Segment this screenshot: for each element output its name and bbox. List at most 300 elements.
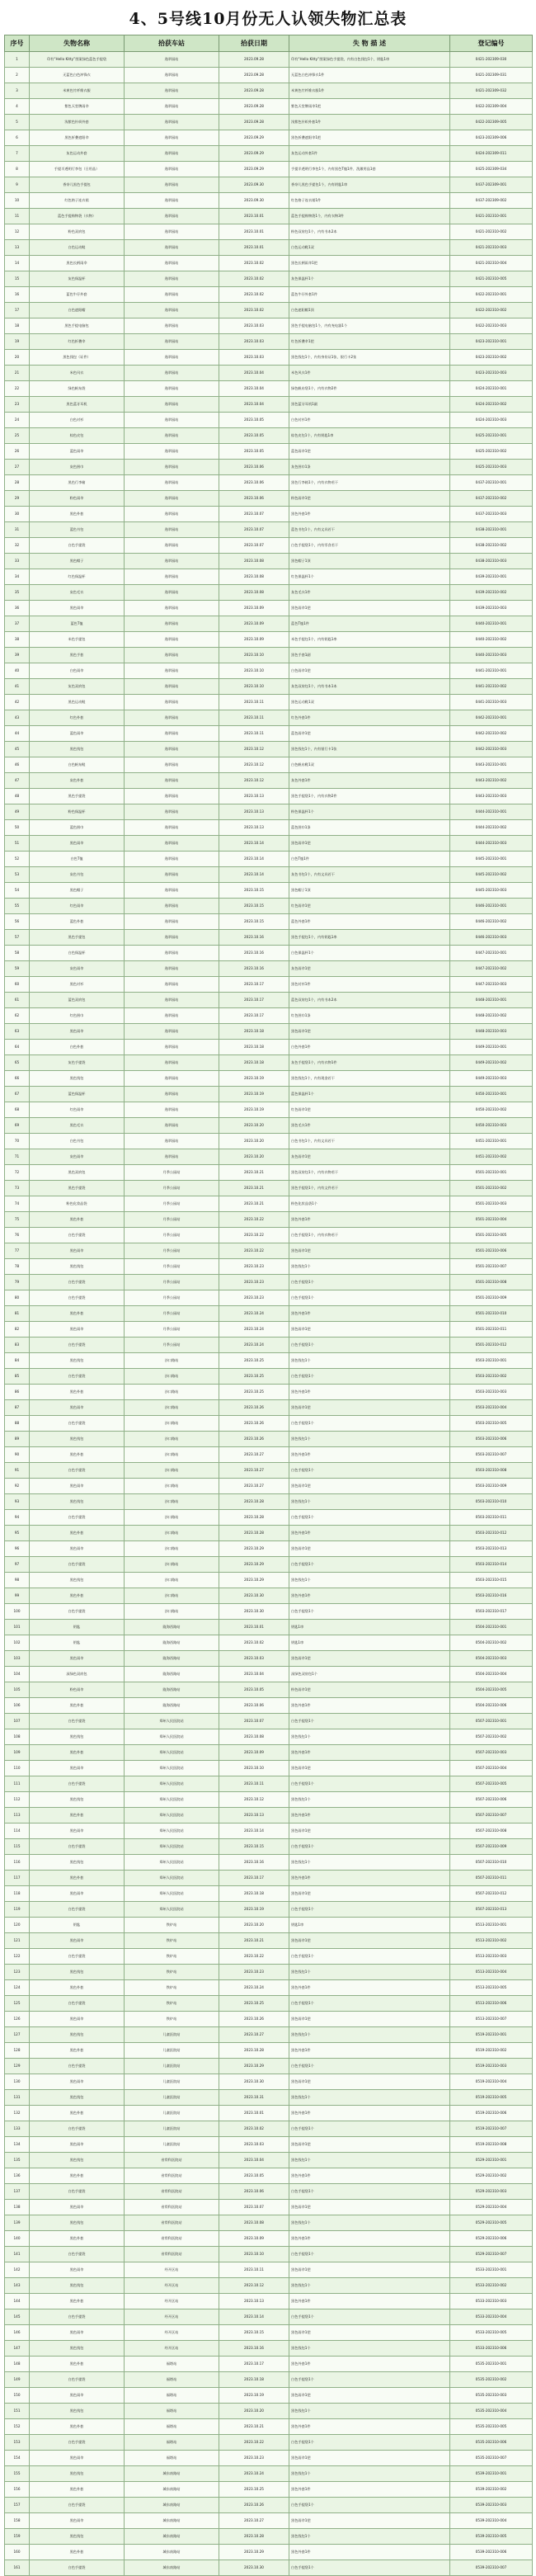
cell-index: 74 [5, 1196, 30, 1212]
cell-description: 黑色钱包1个 [289, 1573, 450, 1588]
cell-code: 0438-202310-003 [450, 554, 533, 569]
cell-index: 36 [5, 601, 30, 616]
cell-code: 0501-202310-005 [450, 1228, 533, 1243]
table-row [5, 2090, 533, 2106]
table-row [5, 2012, 533, 2027]
cell-date: 2023.10.12 [219, 742, 289, 757]
cell-code: 0421-202309-032 [450, 83, 533, 99]
cell-description: 蓝色手提购物袋1个，内有衣物3件 [289, 209, 450, 224]
table-row [5, 2168, 533, 2184]
cell-item-name: 黑色雨伞 [30, 2388, 125, 2404]
cell-item-name: 黑色雨伞 [30, 836, 125, 852]
cell-description: 黑色帽子1顶 [289, 554, 450, 569]
cell-station: 逸翠园站 [125, 852, 219, 867]
cell-date: 2023.10.24 [219, 2466, 289, 2482]
cell-index: 17 [5, 303, 30, 318]
cell-code: 0448-202310-002 [450, 1008, 533, 1024]
cell-code: 0503-202310-015 [450, 1573, 533, 1588]
cell-index: 61 [5, 993, 30, 1008]
cell-description: 黑色雨伞1把 [289, 2200, 450, 2215]
cell-code: 0507-202310-010 [450, 1855, 533, 1871]
table-row [5, 1306, 533, 1322]
cell-index: 124 [5, 1980, 30, 1996]
cell-date: 2023.10.27 [219, 1447, 289, 1463]
table-row [5, 2545, 533, 2560]
cell-station: 逸翠园站 [125, 413, 219, 428]
cell-code: 0503-202310-007 [450, 1447, 533, 1463]
cell-code: 0447-202310-003 [450, 977, 533, 993]
cell-code: 0503-202310-016 [450, 1588, 533, 1604]
cell-index: 92 [5, 1479, 30, 1494]
cell-item-name: 黑色外套 [30, 1745, 125, 1761]
table-row [5, 2341, 533, 2357]
cell-item-name: 黑色外套 [30, 2419, 125, 2435]
table-row [5, 1729, 533, 1745]
cell-item-name: 黑色外套 [30, 2043, 125, 2059]
cell-code: 0421-202310-001 [450, 209, 533, 224]
lost-items-table [4, 35, 533, 2576]
cell-date: 2023.10.29 [219, 1557, 289, 1573]
cell-station: 逸翠园站 [125, 601, 219, 616]
cell-index: 160 [5, 2545, 30, 2560]
table-row [5, 914, 533, 930]
table-row [5, 961, 533, 977]
cell-station: 逸翠园站 [125, 1149, 219, 1165]
cell-item-name: 白色衬衫 [30, 413, 125, 428]
cell-description: 蓝色T恤1件 [289, 616, 450, 632]
cell-station: 逸翠园站 [125, 710, 219, 726]
cell-description: 黑色雨伞1把 [289, 1651, 450, 1667]
cell-date: 2023.10.22 [219, 1228, 289, 1243]
table-row [5, 115, 533, 130]
cell-code: 0535-202310-002 [450, 2372, 533, 2388]
cell-date: 2023.10.12 [219, 773, 289, 789]
cell-station: 逸翠园站 [125, 177, 219, 193]
cell-date: 2023.10.11 [219, 1776, 289, 1792]
cell-station: 儿童医院站 [125, 2090, 219, 2106]
cell-code: 0501-202310-009 [450, 1290, 533, 1306]
cell-code: 0507-202310-001 [450, 1714, 533, 1729]
cell-item-name: 黑色雨伞 [30, 2513, 125, 2529]
cell-index: 144 [5, 2294, 30, 2309]
cell-item-name: 深绿色双肩包 [30, 1667, 125, 1682]
cell-description: 黑色衬衫1件 [289, 977, 450, 993]
table-row [5, 2325, 533, 2341]
cell-item-name: 白色手提袋 [30, 1290, 125, 1306]
cell-station: 城东南路站 [125, 2466, 219, 2482]
cell-station: 省骨科医院站 [125, 2153, 219, 2168]
table-row [5, 695, 533, 710]
cell-station: 逸翠园站 [125, 804, 219, 820]
cell-description: 黑色雨伞1把 [289, 2012, 450, 2027]
cell-description: 黑色折叠遮阳伞1把 [289, 130, 450, 146]
cell-code: 0447-202310-001 [450, 946, 533, 961]
cell-item-name: 红色围巾 [30, 1008, 125, 1024]
cell-item-name: 黑色外套 [30, 2231, 125, 2247]
cell-station: 月季公园站 [125, 1196, 219, 1212]
cell-description: 蓝色围巾1条 [289, 820, 450, 836]
cell-item-name: 黑色雨伞 [30, 2200, 125, 2215]
table-header [5, 35, 533, 52]
cell-date: 2023.10.25 [219, 1385, 289, 1400]
cell-date: 2023.09.29 [219, 130, 289, 146]
cell-station: 城东南路站 [125, 2560, 219, 2576]
cell-description: 黑色外套1件 [289, 2419, 450, 2435]
cell-code: 0444-202310-002 [450, 820, 533, 836]
cell-item-name: 灰色双肩包 [30, 679, 125, 695]
cell-item-name: 白色手提袋 [30, 1604, 125, 1620]
table-row [5, 616, 533, 632]
table-row [5, 1902, 533, 1918]
table-row [5, 68, 533, 83]
cell-description: 白色外套1件 [289, 1040, 450, 1055]
cell-station: 郑州人民医院站 [125, 1761, 219, 1776]
cell-date: 2023.10.27 [219, 1479, 289, 1494]
cell-description: 灰色双肩包1个，内有书本1本 [289, 679, 450, 695]
cell-index: 106 [5, 1698, 30, 1714]
cell-date: 2023.10.08 [219, 1729, 289, 1745]
cell-station: 城东南路站 [125, 2513, 219, 2529]
cell-code: 0425-202310-003 [450, 460, 533, 475]
cell-item-name: 灰色手提袋 [30, 1055, 125, 1071]
cell-item-name: 浅紫色针织外套 [30, 115, 125, 130]
cell-item-name: 黑色行李箱 [30, 475, 125, 491]
cell-date: 2023.10.23 [219, 1275, 289, 1290]
table-row [5, 1573, 533, 1588]
cell-index: 53 [5, 867, 30, 883]
cell-station: 月季公园站 [125, 1275, 219, 1290]
cell-station: 陇海西路站 [125, 1651, 219, 1667]
cell-date: 2023.10.30 [219, 1588, 289, 1604]
cell-description: 红色折叠伞1把 [289, 334, 450, 350]
cell-date: 2023.10.29 [219, 1573, 289, 1588]
table-row [5, 2294, 533, 2309]
cell-item-name: 紫色天堂牌雨伞 [30, 99, 125, 115]
cell-date: 2023.10.06 [219, 460, 289, 475]
cell-code: 0439-202310-003 [450, 601, 533, 616]
cell-item-name: 蓝色保温杯 [30, 1087, 125, 1102]
cell-index: 76 [5, 1228, 30, 1243]
cell-code: 0451-202310-001 [450, 1134, 533, 1149]
cell-index: 94 [5, 1510, 30, 1526]
cell-index: 87 [5, 1400, 30, 1416]
table-row [5, 475, 533, 491]
cell-station: 福塔站 [125, 2419, 219, 2435]
cell-station: 逸翠园站 [125, 632, 219, 648]
cell-item-name: 灰色围巾 [30, 460, 125, 475]
cell-date: 2023.10.21 [219, 1196, 289, 1212]
cell-item-name: 白色外套 [30, 1040, 125, 1055]
cell-code: 0503-202310-002 [450, 1369, 533, 1385]
cell-code: 0437-202309-002 [450, 193, 533, 209]
cell-code: 0519-202310-004 [450, 2074, 533, 2090]
cell-index: 48 [5, 789, 30, 804]
cell-code: 0535-202310-003 [450, 2388, 533, 2404]
cell-date: 2023.10.03 [219, 350, 289, 366]
cell-index: 26 [5, 444, 30, 460]
cell-station: 郑州人民医院站 [125, 1714, 219, 1729]
cell-description: 黑色外套1件 [289, 1306, 450, 1322]
cell-code: 0519-202310-001 [450, 2027, 533, 2043]
cell-station: 儿童医院站 [125, 2059, 219, 2074]
cell-date: 2023.10.23 [219, 1290, 289, 1306]
cell-item-name: 米色手提包 [30, 632, 125, 648]
cell-station: 逸翠园站 [125, 836, 219, 852]
cell-code: 0501-202310-004 [450, 1212, 533, 1228]
cell-date: 2023.10.14 [219, 852, 289, 867]
cell-description: 黑色钱包1个 [289, 1729, 450, 1745]
cell-description: 印有“Hello Kitty”图案绿色手提袋，内有白色钱包1个，钥匙1串 [289, 52, 450, 68]
cell-date: 2023.10.30 [219, 2560, 289, 2576]
cell-item-name: 蓝色手提购物袋（衣物） [30, 209, 125, 224]
table-row [5, 1008, 533, 1024]
cell-index: 77 [5, 1243, 30, 1259]
cell-date: 2023.10.26 [219, 1400, 289, 1416]
table-row [5, 350, 533, 366]
table-row [5, 1823, 533, 1839]
table-row [5, 899, 533, 914]
cell-code: 0501-202310-002 [450, 1181, 533, 1196]
cell-index: 84 [5, 1353, 30, 1369]
table-row [5, 1055, 533, 1071]
cell-item-name: 灰色雨伞 [30, 1149, 125, 1165]
cell-station: 经开区站 [125, 2262, 219, 2278]
cell-index: 108 [5, 1729, 30, 1745]
cell-code: 0439-202310-001 [450, 569, 533, 585]
cell-description: 黑色钱包1个 [289, 1353, 450, 1369]
cell-description: 白色手提袋1个 [289, 1996, 450, 2012]
cell-station: 逸翠园站 [125, 899, 219, 914]
cell-station: 逸翠园站 [125, 240, 219, 256]
cell-code: 0425-202310-001 [450, 428, 533, 444]
cell-station: 月季公园站 [125, 1165, 219, 1181]
table-row [5, 1698, 533, 1714]
cell-description: 粉色保温杯1个 [289, 804, 450, 820]
table-row [5, 946, 533, 961]
cell-date: 2023.10.06 [219, 475, 289, 491]
cell-description: 黑色钱包1个，内有现金若干 [289, 1071, 450, 1087]
table-row [5, 2184, 533, 2200]
table-row [5, 99, 533, 115]
cell-code: 0422-202309-004 [450, 99, 533, 115]
cell-index: 123 [5, 1965, 30, 1980]
cell-index: 85 [5, 1369, 30, 1385]
cell-station: 逸翠园站 [125, 648, 219, 663]
cell-item-name: 黑色外套 [30, 1385, 125, 1400]
table-row [5, 2388, 533, 2404]
cell-description: 黑色毛衣1件 [289, 1118, 450, 1134]
cell-date: 2023.10.06 [219, 491, 289, 507]
cell-date: 2023.10.07 [219, 522, 289, 538]
cell-date: 2023.10.02 [219, 256, 289, 271]
cell-date: 2023.10.25 [219, 1996, 289, 2012]
cell-date: 2023.10.23 [219, 2451, 289, 2466]
cell-code: 0513-202310-001 [450, 1918, 533, 1933]
cell-code: 0442-202310-003 [450, 742, 533, 757]
cell-code: 0422-202309-005 [450, 115, 533, 130]
cell-description: 白色手提袋1个 [289, 1557, 450, 1573]
cell-index: 98 [5, 1573, 30, 1588]
cell-code: 0519-202310-005 [450, 2090, 533, 2106]
cell-date: 2023.10.28 [219, 2529, 289, 2545]
cell-date: 2023.10.05 [219, 413, 289, 428]
cell-date: 2023.10.10 [219, 1761, 289, 1776]
cell-item-name: 红色雨伞 [30, 899, 125, 914]
cell-description: 灰色外套1件 [289, 773, 450, 789]
cell-item-name: 蓝色T恤 [30, 616, 125, 632]
cell-item-name: 粉色雨伞 [30, 491, 125, 507]
cell-index: 3 [5, 83, 30, 99]
cell-code: 0535-202310-004 [450, 2404, 533, 2419]
cell-item-name: 黑色钱包 [30, 1259, 125, 1275]
cell-code: 0503-202310-011 [450, 1510, 533, 1526]
cell-code: 0421-202310-005 [450, 271, 533, 287]
cell-index: 51 [5, 836, 30, 852]
cell-code: 0503-202310-001 [450, 1353, 533, 1369]
cell-code: 0504-202310-005 [450, 1682, 533, 1698]
cell-date: 2023.10.05 [219, 2168, 289, 2184]
table-row [5, 1243, 533, 1259]
cell-index: 80 [5, 1290, 30, 1306]
cell-index: 7 [5, 146, 30, 162]
table-row [5, 1886, 533, 1902]
table-row [5, 256, 533, 271]
cell-station: 逸翠园站 [125, 1087, 219, 1102]
cell-item-name: 白色手提袋 [30, 1275, 125, 1290]
cell-index: 150 [5, 2388, 30, 2404]
cell-item-name: 黑色外套 [30, 2294, 125, 2309]
cell-description: 黑色长柄雨伞1把 [289, 256, 450, 271]
cell-station: 逸翠园站 [125, 334, 219, 350]
cell-date: 2023.10.24 [219, 1306, 289, 1322]
cell-item-name: 黑色外套 [30, 1871, 125, 1886]
cell-code: 0539-202310-005 [450, 2529, 533, 2545]
table-row [5, 2404, 533, 2419]
cell-index: 13 [5, 240, 30, 256]
cell-station: 逸翠园站 [125, 522, 219, 538]
cell-station: 沙口路站 [125, 1588, 219, 1604]
cell-index: 99 [5, 1588, 30, 1604]
cell-item-name: 黑色外套 [30, 1447, 125, 1463]
cell-date: 2023.10.29 [219, 2545, 289, 2560]
cell-description: 白色手提袋1个 [289, 1839, 450, 1855]
cell-item-name: 棕色皮包 [30, 428, 125, 444]
cell-date: 2023.10.15 [219, 899, 289, 914]
cell-index: 9 [5, 177, 30, 193]
cell-item-name: 钥匙 [30, 1635, 125, 1651]
cell-code: 0444-202310-001 [450, 804, 533, 820]
table-row [5, 2137, 533, 2153]
cell-station: 郑州人民医院站 [125, 1745, 219, 1761]
cell-item-name: 米色风衣 [30, 366, 125, 381]
table-row [5, 2482, 533, 2498]
cell-code: 0507-202310-008 [450, 1823, 533, 1839]
cell-date: 2023.10.15 [219, 883, 289, 899]
cell-date: 2023.10.13 [219, 1808, 289, 1823]
cell-station: 陇海西路站 [125, 1635, 219, 1651]
table-row [5, 318, 533, 334]
cell-index: 122 [5, 1949, 30, 1965]
cell-date: 2023.10.12 [219, 1792, 289, 1808]
cell-date: 2023.10.28 [219, 2043, 289, 2059]
cell-station: 逸翠园站 [125, 115, 219, 130]
table-row [5, 460, 533, 475]
cell-item-name: 米黄色竹纤维衣服 [30, 83, 125, 99]
cell-index: 67 [5, 1087, 30, 1102]
cell-station: 逸翠园站 [125, 491, 219, 507]
cell-item-name: 黑色外套 [30, 2545, 125, 2560]
cell-index: 59 [5, 961, 30, 977]
cell-description: 黑色帽子1顶 [289, 883, 450, 899]
cell-code: 0421-202310-003 [450, 240, 533, 256]
cell-item-name: 白色T恤 [30, 852, 125, 867]
cell-station: 月季公园站 [125, 1338, 219, 1353]
cell-index: 143 [5, 2278, 30, 2294]
table-row [5, 1808, 533, 1823]
cell-item-name: 黑色钱包 [30, 1071, 125, 1087]
cell-date: 2023.10.03 [219, 334, 289, 350]
cell-description: 黑色雨伞1把 [289, 1400, 450, 1416]
table-row [5, 146, 533, 162]
cell-item-name: 黑色外套 [30, 1808, 125, 1823]
cell-description: 红色围巾1条 [289, 1008, 450, 1024]
cell-station: 逸翠园站 [125, 318, 219, 334]
cell-item-name: 红色外套 [30, 710, 125, 726]
cell-date: 2023.10.16 [219, 961, 289, 977]
cell-description: 红色雨伞1把 [289, 1102, 450, 1118]
cell-index: 81 [5, 1306, 30, 1322]
cell-index: 88 [5, 1416, 30, 1432]
cell-description: 黑色钱包1个 [289, 1432, 450, 1447]
table-row [5, 1526, 533, 1541]
table-row [5, 1965, 533, 1980]
cell-date: 2023.10.24 [219, 1980, 289, 1996]
cell-station: 逸翠园站 [125, 1071, 219, 1087]
cell-date: 2023.10.28 [219, 1510, 289, 1526]
cell-index: 136 [5, 2168, 30, 2184]
cell-station: 逸翠园站 [125, 271, 219, 287]
cell-date: 2023.10.08 [219, 569, 289, 585]
table-row [5, 1855, 533, 1871]
cell-description: 钥匙1串 [289, 1635, 450, 1651]
cell-code: 0519-202310-003 [450, 2059, 533, 2074]
cell-station: 郑州人民医院站 [125, 1902, 219, 1918]
cell-description: 无蓝色白色冲锋衣1件 [289, 68, 450, 83]
cell-date: 2023.09.28 [219, 115, 289, 130]
cell-index: 40 [5, 663, 30, 679]
cell-code: 0439-202310-002 [450, 585, 533, 601]
cell-item-name: 白色手提袋 [30, 1369, 125, 1385]
cell-description: 黑色雨伞1把 [289, 1322, 450, 1338]
cell-index: 127 [5, 2027, 30, 2043]
cell-station: 沙口路站 [125, 1604, 219, 1620]
cell-station: 逸翠园站 [125, 475, 219, 491]
cell-date: 2023.10.03 [219, 318, 289, 334]
cell-item-name: 黑色帽子 [30, 883, 125, 899]
table-row [5, 1134, 533, 1149]
table-row [5, 930, 533, 946]
table-row [5, 1369, 533, 1385]
cell-code: 0529-202310-001 [450, 2153, 533, 2168]
cell-description: 黑色雨伞1把 [289, 1761, 450, 1776]
cell-date: 2023.10.10 [219, 663, 289, 679]
table-row [5, 977, 533, 993]
cell-index: 104 [5, 1667, 30, 1682]
cell-station: 儿童医院站 [125, 2027, 219, 2043]
cell-date: 2023.10.26 [219, 2498, 289, 2513]
table-row [5, 820, 533, 836]
cell-station: 逸翠园站 [125, 224, 219, 240]
